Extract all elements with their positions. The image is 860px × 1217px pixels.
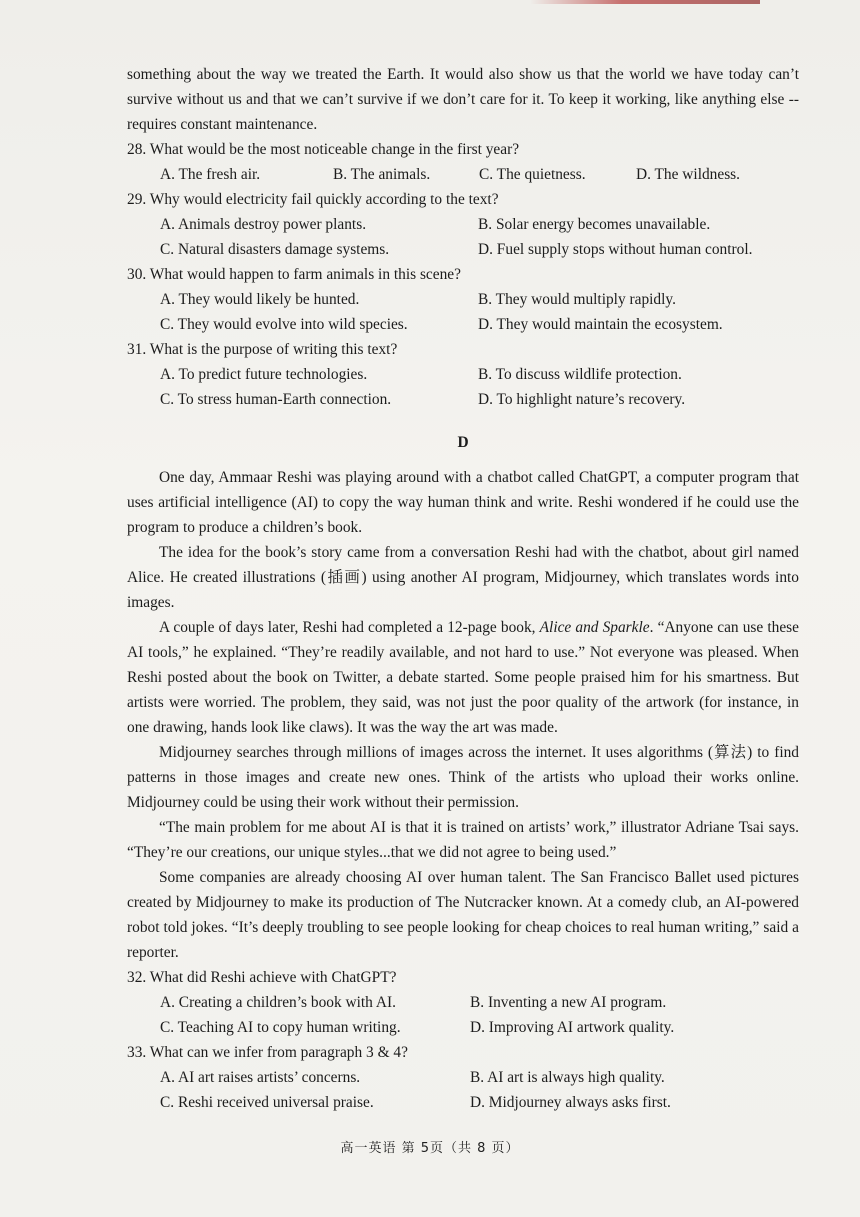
option-c: C. Teaching AI to copy human writing. <box>160 1019 401 1036</box>
options-row <box>127 1090 799 1115</box>
option-b: B. Inventing a new AI program. <box>470 994 667 1011</box>
option-c: C. To stress human-Earth connection. <box>160 391 392 408</box>
passage-paragraph-3 <box>127 615 799 740</box>
options-row <box>127 212 799 237</box>
option-a: A. Creating a children’s book with AI. <box>160 994 396 1011</box>
question-28 <box>127 137 799 187</box>
book-title: Alice and Sparkle <box>539 619 650 636</box>
section-heading: D <box>457 434 469 451</box>
option-a: A. AI art raises artists’ concerns. <box>160 1069 361 1086</box>
options-row <box>127 312 799 337</box>
option-c: C. The quietness. <box>479 166 586 183</box>
question-30 <box>127 262 799 337</box>
passage-paragraph-4: Midjourney searches through millions of images across the internet. It uses algorithms (算法) to find patterns in those images and create new ones. Think of the artists who upload their works online. Midjourney could be using their work without their permission. <box>127 744 799 811</box>
options-row <box>127 362 799 387</box>
options-row <box>127 237 799 262</box>
option-b: B. Solar energy becomes unavailable. <box>478 216 711 233</box>
scan-edge-mark <box>530 0 760 4</box>
page-content <box>127 62 799 1115</box>
page-footer: 高一英语 第 5页（共 8 页） <box>340 1141 520 1156</box>
option-d: D. Improving AI artwork quality. <box>470 1019 675 1036</box>
option-b: B. To discuss wildlife protection. <box>478 366 682 383</box>
options-row <box>127 1015 799 1040</box>
option-c: C. They would evolve into wild species. <box>160 316 408 333</box>
option-d: D. Midjourney always asks first. <box>470 1094 671 1111</box>
question-stem: 29. Why would electricity fail quickly according to the text? <box>127 191 499 208</box>
passage-paragraph-1: One day, Ammaar Reshi was playing around with a chatbot called ChatGPT, a computer program that uses artificial intelligence (AI) to copy the way human think and write. Reshi wondered if he could use the program to produce a children’s book. <box>127 469 799 536</box>
paragraph-text: . “Anyone can use these AI tools,” he explained. “They’re readily available, and not hard to use.” Not everyone was pleased. When Reshi posted about the book on Twitter, a debate started. Some people praised him for his smartness. But artists were worried. The problem, they said, was not just the poor quality of the artwork (for instance, in one drawing, hands look like claws). It was the way the art was made. <box>127 619 799 736</box>
option-b: B. AI art is always high quality. <box>470 1069 665 1086</box>
option-c: C. Natural disasters damage systems. <box>160 241 390 258</box>
option-d: D. To highlight nature’s recovery. <box>478 391 686 408</box>
passage-paragraph-6: Some companies are already choosing AI over human talent. The San Francisco Ballet used pictures created by Midjourney to make its production of The Nutcracker known. At a comedy club, an AI-powered robot told jokes. “It’s deeply troubling to see people looking for cheap choices to real human writing,” said a reporter. <box>127 869 799 961</box>
question-stem: 28. What would be the most noticeable change in the first year? <box>127 141 520 158</box>
question-29 <box>127 187 799 262</box>
options-row <box>127 162 799 187</box>
options-row <box>127 287 799 312</box>
options-row <box>127 387 799 412</box>
options-row <box>127 990 799 1015</box>
option-a: A. They would likely be hunted. <box>160 291 360 308</box>
option-a: A. To predict future technologies. <box>160 366 368 383</box>
passage-paragraph-2: The idea for the book’s story came from a conversation Reshi had with the chatbot, about girl named Alice. He created illustrations (插画) using another AI program, Midjourney, which translates words into images. <box>127 544 799 611</box>
question-33 <box>127 1040 799 1115</box>
option-d: D. They would maintain the ecosystem. <box>478 316 723 333</box>
question-stem: 33. What can we infer from paragraph 3 & 4? <box>127 1044 408 1061</box>
option-d: D. Fuel supply stops without human control. <box>478 241 753 258</box>
intro-paragraph: something about the way we treated the Earth. It would also show us that the world we have today can’t survive without us and that we can’t survive if we don’t care for it. To keep it working, like anything else -- requires constant maintenance. <box>127 66 799 133</box>
passage-paragraph-5: “The main problem for me about AI is that it is trained on artists’ work,” illustrator Adriane Tsai says. “They’re our creations, our unique styles...that we did not agree to being used.” <box>127 819 799 861</box>
option-b: B. The animals. <box>333 166 431 183</box>
option-a: A. Animals destroy power plants. <box>160 216 367 233</box>
question-stem: 32. What did Reshi achieve with ChatGPT? <box>127 969 397 986</box>
paragraph-text: A couple of days later, Reshi had completed a 12-page book, <box>159 619 540 636</box>
question-stem: 31. What is the purpose of writing this text? <box>127 341 398 358</box>
option-b: B. They would multiply rapidly. <box>478 291 676 308</box>
question-32 <box>127 965 799 1040</box>
options-row <box>127 1065 799 1090</box>
option-d: D. The wildness. <box>636 166 741 183</box>
question-31 <box>127 337 799 412</box>
option-c: C. Reshi received universal praise. <box>160 1094 374 1111</box>
option-a: A. The fresh air. <box>160 166 261 183</box>
question-stem: 30. What would happen to farm animals in this scene? <box>127 266 461 283</box>
